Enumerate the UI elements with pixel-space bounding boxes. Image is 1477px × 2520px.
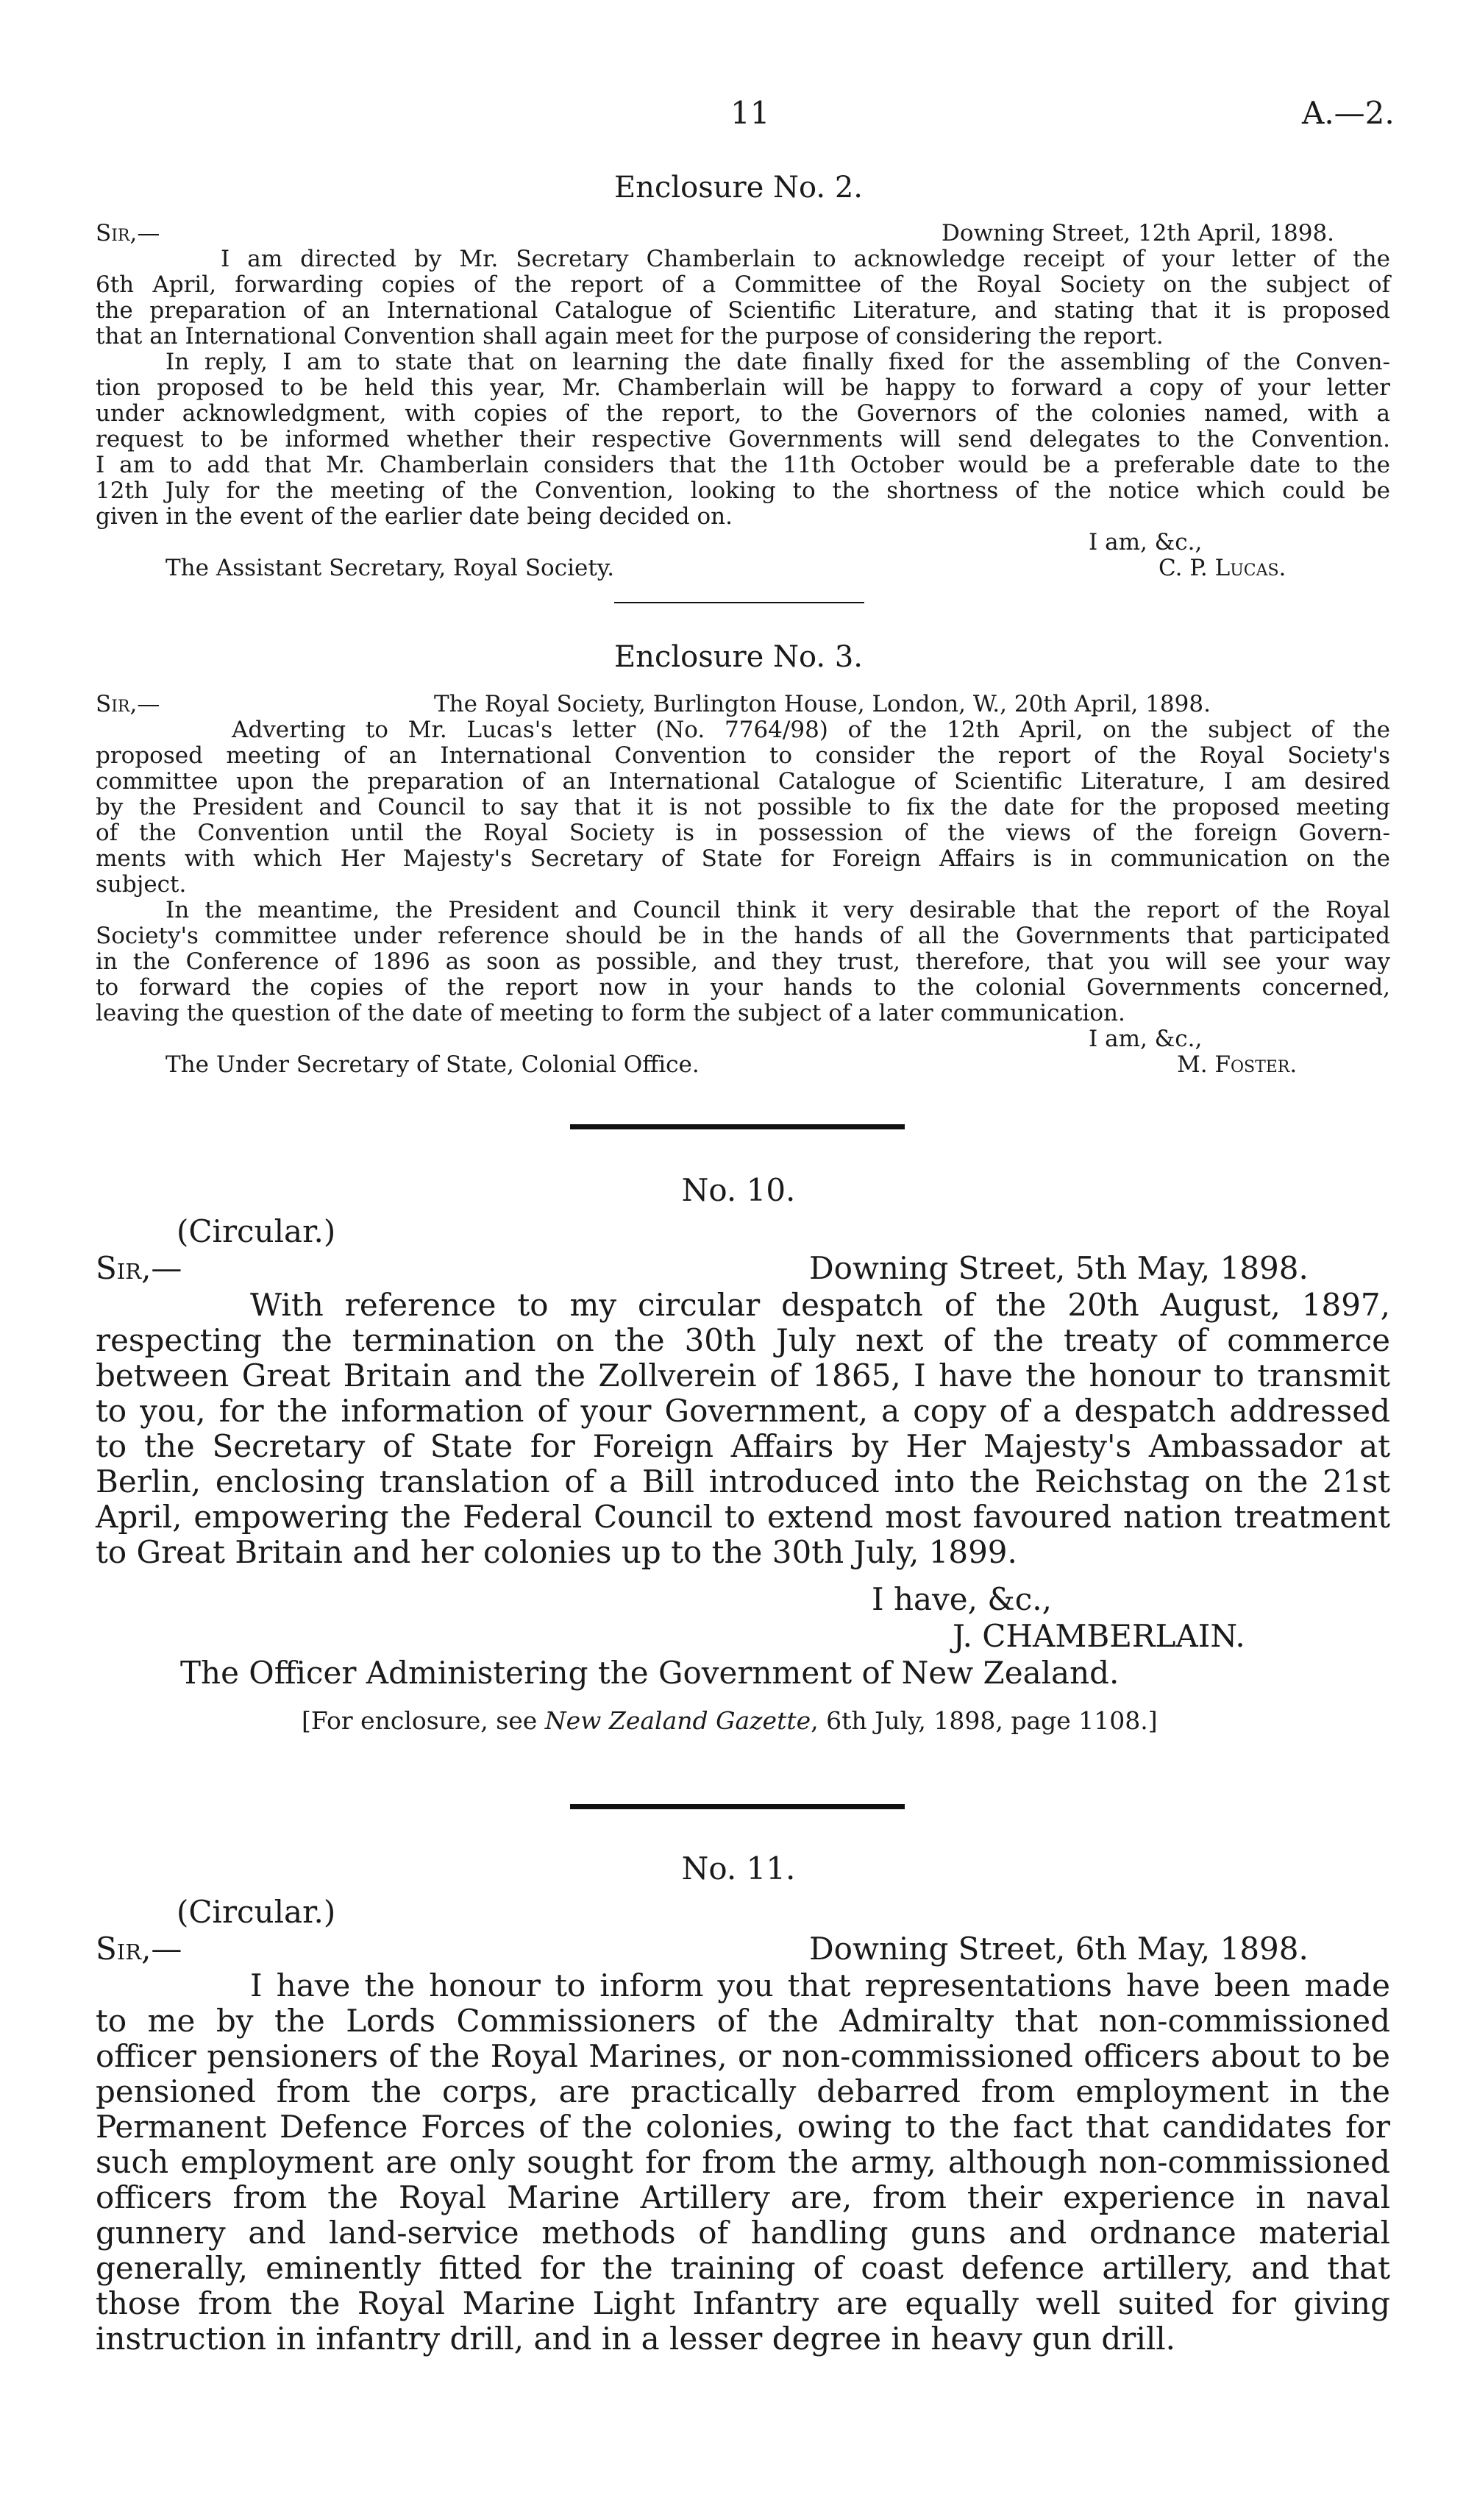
- enclosure-3-closing: I am, &c.,: [1089, 1026, 1203, 1052]
- text-line: I am to add that Mr. Chamberlain considers that the 11th October would be a preferable date to the: [96, 452, 1390, 478]
- enclosure-3-dateline: The Royal Society, Burlington House, London, W., 20th April, 1898.: [434, 691, 1211, 717]
- no-10-closing: I have, &c.,: [872, 1581, 1052, 1617]
- text-line: proposed meeting of an International Convention to consider the report of the Royal Society's: [96, 742, 1390, 769]
- enclosure-2-closing: I am, &c.,: [1089, 529, 1203, 556]
- text-line: subject.: [96, 871, 187, 898]
- enclosure-3-salutation: Sir,—: [96, 691, 160, 717]
- enclosure-2-dateline: Downing Street, 12th April, 1898.: [942, 220, 1335, 246]
- text-line: 6th April, forwarding copies of the report of a Committee of the Royal Society on the subject of: [96, 271, 1390, 298]
- text-line: in the Conference of 1896 as soon as possible, and they trust, therefore, that you will see your way: [96, 948, 1390, 975]
- section-divider-heavy: [570, 1804, 905, 1809]
- enclosure-2-salutation: Sir,—: [96, 220, 160, 246]
- note-suffix: , 6th July, 1898, page 1108.]: [811, 1706, 1158, 1735]
- text-line: of the Convention until the Royal Society is in possession of the views of the foreign Govern-: [96, 820, 1390, 846]
- text-line: to you, for the information of your Government, a copy of a despatch addressed: [96, 1393, 1390, 1429]
- no-10-addressee: The Officer Administering the Government of New Zealand.: [180, 1655, 1120, 1691]
- no-10-body: [96, 1288, 1390, 1570]
- text-line: the preparation of an International Catalogue of Scientific Literature, and stating that it is proposed: [96, 297, 1390, 324]
- enclosure-2-body: [96, 246, 1390, 530]
- text-line: Society's committee under reference should be in the hands of all the Governments that participated: [96, 923, 1390, 949]
- text-line: In reply, I am to state that on learning the date finally fixed for the assembling of the Conven-: [166, 349, 1390, 375]
- text-line: leaving the question of the date of meeting to form the subject of a later communication.: [96, 1000, 1125, 1026]
- text-line: 12th July for the meeting of the Convention, looking to the shortness of the notice which could be: [96, 478, 1390, 504]
- no-10-circular: (Circular.): [177, 1213, 336, 1249]
- text-line: committee upon the preparation of an International Catalogue of Scientific Literature, I am desired: [96, 768, 1390, 795]
- no-10-title: No. 10.: [681, 1172, 796, 1208]
- text-line: tion proposed to be held this year, Mr. Chamberlain will be happy to forward a copy of your letter: [96, 375, 1390, 401]
- note-prefix: [For enclosure, see: [302, 1706, 545, 1735]
- text-line: With reference to my circular despatch of the 20th August, 1897,: [250, 1287, 1390, 1323]
- text-line: between Great Britain and the Zollverein of 1865, I have the honour to transmit: [96, 1357, 1390, 1394]
- text-line: officer pensioners of the Royal Marines, or non-commissioned officers about to be: [96, 2038, 1390, 2074]
- text-line: such employment are only sought for from the army, although non-commissioned: [96, 2144, 1390, 2180]
- enclosure-2-title: Enclosure No. 2.: [613, 171, 863, 205]
- text-line: I am directed by Mr. Secretary Chamberlain to acknowledge receipt of your letter of the: [221, 246, 1390, 272]
- text-line: those from the Royal Marine Light Infantry are equally well suited for giving: [96, 2285, 1390, 2321]
- no-10-salutation: Sir,—: [96, 1250, 182, 1286]
- text-line: Adverting to Mr. Lucas's letter (No. 7764/98) of the 12th April, on the subject of the: [232, 717, 1390, 743]
- paper-reference: A.—2.: [1302, 95, 1395, 131]
- text-line: In the meantime, the President and Council think it very desirable that the report of the Royal: [166, 897, 1390, 923]
- text-line: that an International Convention shall again meet for the purpose of considering the report.: [96, 323, 1164, 349]
- text-line: request to be informed whether their respective Governments will send delegates to the Convention.: [96, 426, 1390, 452]
- text-line: given in the event of the earlier date being decided on.: [96, 503, 733, 530]
- text-line: officers from the Royal Marine Artillery are, from their experience in naval: [96, 2179, 1390, 2215]
- text-line: instruction in infantry drill, and in a lesser degree in heavy gun drill.: [96, 2321, 1176, 2357]
- text-line: by the President and Council to say that it is not possible to fix the date for the proposed meeting: [96, 794, 1390, 820]
- text-line: Permanent Defence Forces of the colonies, owing to the fact that candidates for: [96, 2109, 1390, 2145]
- text-line: respecting the termination on the 30th July next of the treaty of commerce: [96, 1322, 1390, 1358]
- text-line: to the Secretary of State for Foreign Affairs by Her Majesty's Ambassador at: [96, 1428, 1390, 1464]
- page-number: 11: [730, 95, 770, 131]
- enclosure-3-title: Enclosure No. 3.: [613, 640, 863, 674]
- no-10-signature: J. CHAMBERLAIN.: [953, 1618, 1245, 1654]
- text-line: under acknowledgment, with copies of the report, to the Governors of the colonies named, with a: [96, 400, 1390, 427]
- enclosure-3-signature: M. Foster.: [1177, 1051, 1298, 1078]
- no-11-circular: (Circular.): [177, 1894, 336, 1930]
- text-line: ments with which Her Majesty's Secretary of State for Foreign Affairs is in communication on the: [96, 845, 1390, 872]
- enclosure-3-addressee: The Under Secretary of State, Colonial Office.: [166, 1051, 700, 1078]
- text-line: to Great Britain and her colonies up to the 30th July, 1899.: [96, 1534, 1017, 1570]
- no-11-salutation: Sir,—: [96, 1931, 182, 1967]
- text-line: April, empowering the Federal Council to extend most favoured nation treatment: [96, 1499, 1390, 1535]
- enclosure-3-body: [96, 717, 1390, 1026]
- no-11-body: [96, 1968, 1390, 2357]
- section-divider-heavy: [570, 1124, 905, 1129]
- enclosure-2-signature: C. P. Lucas.: [1159, 555, 1286, 581]
- no-11-dateline: Downing Street, 6th May, 1898.: [809, 1931, 1309, 1967]
- section-divider: [614, 602, 864, 603]
- text-line: Berlin, enclosing translation of a Bill introduced into the Reichstag on the 21st: [96, 1463, 1390, 1499]
- text-line: gunnery and land-service methods of handling guns and ordnance material: [96, 2215, 1390, 2251]
- enclosure-2-addressee: The Assistant Secretary, Royal Society.: [166, 555, 615, 581]
- text-line: to forward the copies of the report now in your hands to the colonial Governments concerned,: [96, 974, 1390, 1001]
- text-line: generally, eminently fitted for the training of coast defence artillery, and that: [96, 2250, 1390, 2286]
- text-line: I have the honour to inform you that representations have been made: [250, 1967, 1390, 2003]
- text-line: to me by the Lords Commissioners of the Admiralty that non-commissioned: [96, 2003, 1390, 2039]
- text-line: pensioned from the corps, are practically debarred from employment in the: [96, 2073, 1390, 2109]
- no-10-dateline: Downing Street, 5th May, 1898.: [809, 1250, 1309, 1286]
- note-source: New Zealand Gazette: [544, 1706, 811, 1735]
- enclosure-note: [302, 1707, 1158, 1735]
- no-11-title: No. 11.: [681, 1850, 796, 1887]
